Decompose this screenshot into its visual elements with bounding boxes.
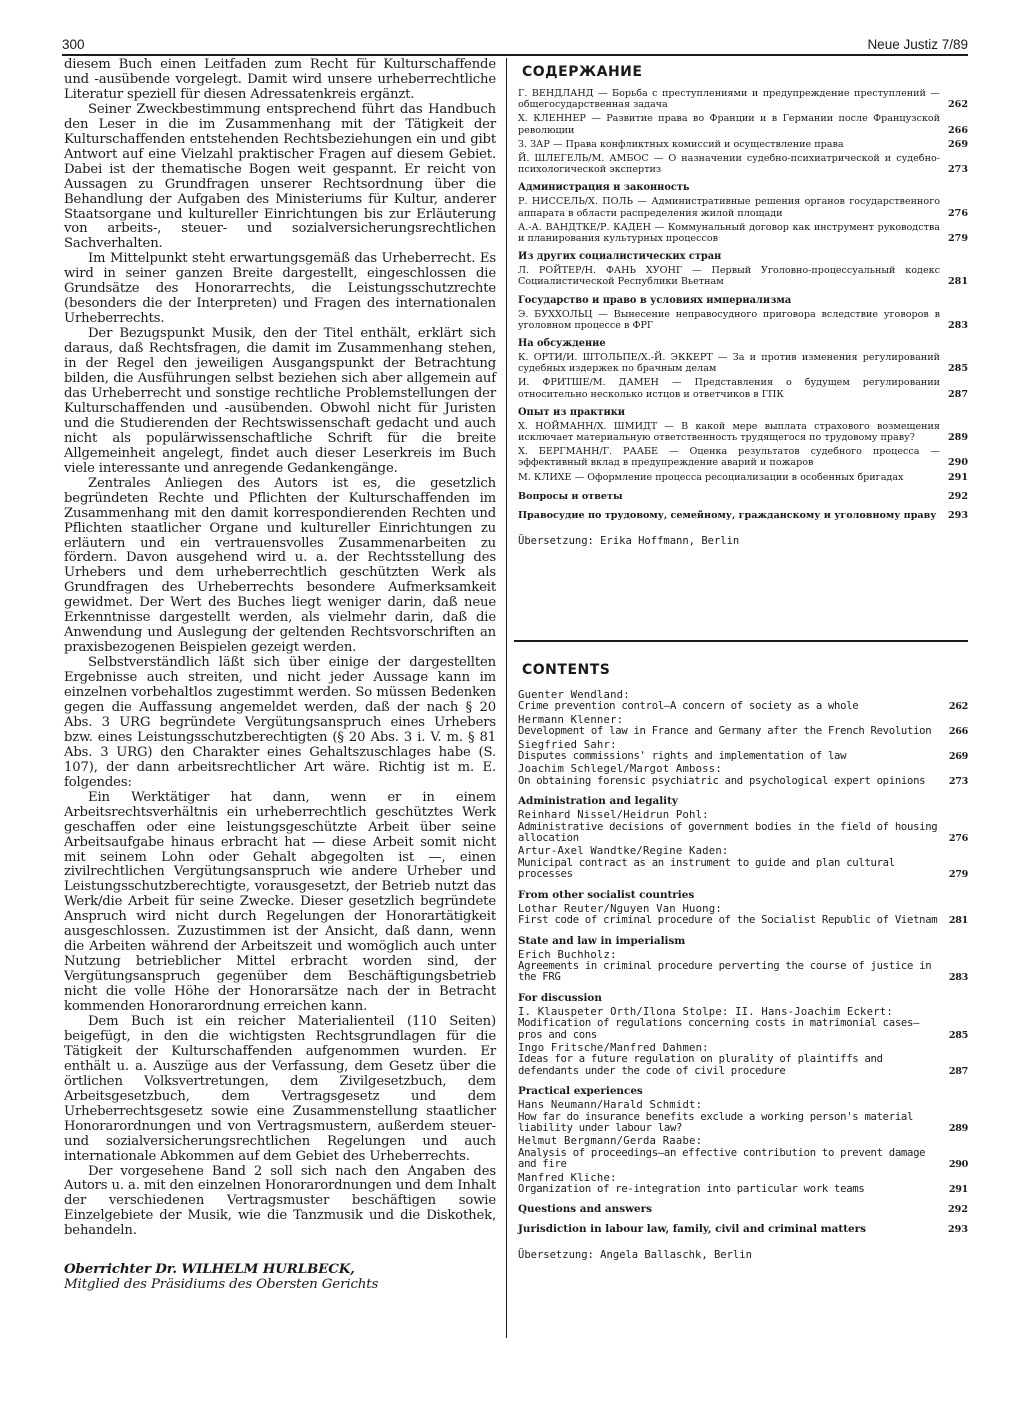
toc-entry: Manfred Kliche: Organization of re-integration into particular work teams 291 <box>518 1171 968 1195</box>
toc-entry: К. ОРТИ/И. ШТОЛЬПЕ/Х.-Й. ЭККЕРТ — За и против изменения регулирований судебных издержек по брачным делам 285 <box>518 352 969 375</box>
toc-section-heading: State and law in imperialism <box>518 934 686 947</box>
signature-name: Oberrichter Dr. WILHELM HURLBECK, <box>64 1261 355 1278</box>
toc-entry: М. КЛИХЕ — Оформление процесса ресоциализации в особенных бригадах 291 <box>518 471 969 483</box>
toc-section-heading: На обсуждение <box>518 338 606 350</box>
toc-entry: Lothar Reuter/Nguyen Van Huong: First code of criminal procedure of the Socialist Republic of Vietnam 281 <box>518 902 968 927</box>
paragraph: Im Mittelpunkt steht erwartungsgemäß das Urheberrecht. Es wird in seiner ganzen Breite dargestellt, eingeschlossen die Grundsätze des Honorarrechts, die Leistungsschutzrechte (besonders die der Interpreten) und Fragen des internationalen Urheberrechts. <box>64 251 496 327</box>
toc-entry: Reinhard Nissel/Heidrun Pohl: Administrative decisions of government bodies in the field of housing allocation 276 <box>518 809 968 845</box>
page-number: 300 <box>62 37 85 52</box>
page-header <box>62 34 968 52</box>
toc-section-heading: Государство и право в условиях империализма <box>518 294 792 306</box>
journal-title: Neue Justiz 7/89 <box>867 37 968 52</box>
paragraph: Selbstverständlich läßt sich über einige der dargestellten Ergebnisse auch streiten, und nicht jeder Aussage kann im einzelnen vorbehaltlos zugestimmt werden. So müssen Bedenken gegen die Auffassung angemeldet werden, daß der nach § 20 Abs. 3 URG begründete Vergütungsanspruch eines Urhebers bzw. eines Leistungsschutzberechtigten (§ 20 Abs. 3 i. V. m. § 81 Abs. 3 URG) den Charakter eines Gehaltszuschlages habe (S. 107), der dann arbeitsrechtlicher Art wäre. Richtig ist m. E. folgendes: <box>64 655 496 790</box>
toc-entry: Правосудие по трудовому, семейному, гражданскому и уголовному праву 293 <box>518 510 969 522</box>
signature <box>64 1261 496 1293</box>
column-divider <box>506 58 507 1338</box>
toc-entry: Artur-Axel Wandtke/Regine Kaden: Municipal contract as an instrument to guide and plan cultural processes 279 <box>518 845 968 881</box>
toc-entry: Erich Buchholz: Agreements in criminal procedure perverting the course of justice in the FRG 283 <box>518 948 968 984</box>
paragraph: diesem Buch einen Leitfaden zum Recht für Kulturschaffende und -ausübende vorgelegt. Damit wird unsere urheberrechtliche Literatur speziell für diesen Adressatenkreis ergänzt. <box>64 57 496 102</box>
english-toc <box>518 662 968 1261</box>
toc-title-ru: СОДЕРЖАНИЕ <box>522 64 643 80</box>
toc-entry: Hermann Klenner: Development of law in France and Germany after the French Revolution 266 <box>518 713 968 738</box>
toc-entry: З. ЗАР — Права конфликтных комиссий и осуществление права 269 <box>518 138 969 150</box>
toc-section-heading: Администрация и законность <box>518 182 690 194</box>
toc-entry: X. БЕРГМАНН/Г. РААБЕ — Оценка результатов судебного процесса — эффективный вклад в предупреждение аварий и пожаров 290 <box>518 446 969 469</box>
toc-entry: Siegfried Sahr: Disputes commissions' rights and implementation of law 269 <box>518 738 968 763</box>
toc-entry: Jurisdiction in labour law, family, civil and criminal matters 293 <box>518 1223 968 1236</box>
toc-entry: I. Klauspeter Orth/Ilona Stolpe: II. Hans-Joachim Eckert: Modification of regulations concerning costs in matrimonial cases—pros and cons 285 <box>518 1005 968 1041</box>
paragraph: Der Bezugspunkt Musik, den der Titel enthält, erklärt sich daraus, daß Rechtsfragen, die damit im Zusammenhang stehen, in der Regel den jeweiligen Ausgangspunkt der Betrachtung bilden, die Ausführungen selbst beziehen sich aber allgemein auf das Urheberrecht und sonstige rechtliche Problemstellungen der Kulturschaffenden und -ausübenden. Obwohl nicht für Juristen und die Studierenden der Rechtswissenschaft gedacht und auch nicht als populärwissenschaftliche Schrift für die breite Allgemeinheit angelegt, findet auch dieser Leserkreis im Buch viele interessante und anregende Gedankengänge. <box>64 326 496 476</box>
paragraph: Ein Werktätiger hat dann, wenn er in einem Arbeitsrechtsverhältnis ein urheberrechtlich geschütztes Werk geschaffen oder eine leistungsgeschützte Arbeit über seine Arbeitsaufgabe hinaus erbracht hat — diese Arbeit somit nicht mit seinem Lohn oder Gehalt abgegolten ist —, einen zivilrechtlichen Vergütungsanspruch wie andere Urheber und Leistungsschutzberechtigte, vorausgesetzt, der Betrieb nutzt das Werk/die Arbeit für seine Zwecke. Dieser gesetzlich begründete Anspruch wird nicht durch Regelungen der Honorartätigkeit ausgeschlossen. Zuzustimmen ist der Ansicht, daß dann, wenn die Arbeiten während der Arbeitszeit und womöglich auch unter Nutzung betrieblicher Mittel erbracht worden sind, der Vergütungsanspruch gegenüber dem Beschäftigungsbetrieb nicht die volle Höhe der Honorarsätze nach der in Betracht kommenden Honorarordnung erreichen kann. <box>64 789 496 1015</box>
paragraph: Seiner Zweckbestimmung entsprechend führt das Handbuch den Leser in die im Zusammenhang mit der Tätigkeit der Kulturschaffenden entstehenden Rechtsbeziehungen ein und gibt Antwort auf eine Vielzahl praktischer Fragen auf diesem Gebiet. Dabei ist der thematische Bogen weit gespannt. Er reicht von Aussagen zu Grundfragen unserer Rechtsordnung über die Behandlung der Aufgaben des Ministeriums für Kultur, anderer Staatsorgane und kultureller Einrichtungen bis zur Erläuterung von arbeits-, steuer- und sozialversicherungsrechtlichen Sachverhalten. <box>64 101 496 252</box>
toc-entry: Р. НИССЕЛЬ/Х. ПОЛЬ — Административные решения органов государственного аппарата в области распределения жилой площади 276 <box>518 196 969 219</box>
toc-title-en: CONTENTS <box>522 662 611 678</box>
header-rule <box>62 54 968 56</box>
toc-entry: Г. ВЕНДЛАНД — Борьба с преступлениями и предупреждение преступлений — общегосударственная задача 262 <box>518 88 969 111</box>
toc-section-heading: From other socialist countries <box>518 888 695 901</box>
toc-section-heading: Administration and legality <box>518 795 678 808</box>
toc-entry: Ingo Fritsche/Manfred Dahmen: Ideas for a future regulation on plurality of plaintiffs and defendants under the code of civil procedure 287 <box>518 1041 968 1077</box>
translator-credit-en: Übersetzung: Angela Ballaschk, Berlin <box>518 1249 752 1262</box>
toc-entry: Hans Neumann/Harald Schmidt: How far do insurance benefits exclude a working person's material liability under labour law? 289 <box>518 1099 968 1134</box>
toc-entry: Й. ШЛЕГЕЛЬ/М. АМБОС — О назначении судебно-психиатрической и судебно-психологической экспертиз 273 <box>518 153 969 176</box>
signature-affiliation: Mitglied des Präsidiums des Obersten Gerichts <box>64 1277 379 1293</box>
translator-credit-ru: Übersetzung: Erika Hoffmann, Berlin <box>518 535 740 548</box>
toc-entry: Э. БУХХОЛЬЦ — Вынесение неправосудного приговора вследствие уговоров в уголовном процессе в ФРГ 283 <box>518 308 969 331</box>
paragraph: Der vorgesehene Band 2 soll sich nach den Angaben des Autors u. a. mit den einzelnen Honorarordnungen und dem Inhalt der verschiedenen Vertragsmuster beschäftigen sowie Einzelgebiete der Musik, wie die Tanzmusik und die Diskothek, behandeln. <box>64 1163 496 1239</box>
paragraph: Zentrales Anliegen des Autors ist es, die gesetzlich begründeten Rechte und Pflichten der Kulturschaffenden im Zusammenhang mit den damit korrespondierenden Rechten und Pflichten staatlicher Organe und kultureller Einrichtungen zu erläutern und ein vertrauensvolles Zusammenarbeiten zu fördern. Davon ausgehend wird u. a. der Rechtsstellung des Urhebers und dem urheberrechtlich geschützten Werk als Grundfragen des Urheberrechts besondere Aufmerksamkeit gewidmet. Der Wert des Buches liegt weniger darin, daß neue Erkenntnisse dargestellt werden, als vielmehr darin, daß die Anwendung und Auslegung der geltenden Rechtsvorschriften an praxisbezogenen Beispielen gezeigt werden. <box>64 475 496 656</box>
toc-entry: Questions and answers 292 <box>518 1203 968 1216</box>
toc-section-heading: For discussion <box>518 991 602 1004</box>
toc-divider <box>514 640 968 642</box>
toc-section-heading: Опыт из практики <box>518 406 626 418</box>
toc-section-heading: Из других социалистических стран <box>518 251 722 263</box>
review-article <box>64 58 496 1293</box>
toc-entry: Вопросы и ответы 292 <box>518 490 969 502</box>
toc-section-heading: Practical experiences <box>518 1085 643 1098</box>
paragraph: Dem Buch ist ein reicher Materialienteil (110 Seiten) beigefügt, in den die wichtigsten Rechtsgrundlagen für die Tätigkeit der Kulturschaffenden aufgenommen wurden. Er enthält u. a. Auszüge aus der Verfassung, dem Gesetz über die örtlichen Volksvertretungen, dem Zivilgesetzbuch, dem Arbeitsgesetzbuch, dem Vertragsgesetz und dem Urheberrechtsgesetz sowie eine Zusammenstellung staatlicher Honorarordnungen und von Vertragsmustern, außerdem steuer- und sozialversicherungsrechtlichen Regelungen und auch internationale Abkommen auf dem Gebiet des Urheberrechts. <box>64 1014 496 1164</box>
toc-entry: X. КЛЕННЕР — Развитие права во Франции и в Германии после Французской революции 266 <box>518 113 969 136</box>
toc-entry: А.-А. ВАНДТКЕ/Р. КАДЕН — Коммунальный договор как инструмент руководства и планирования культурных процессов 279 <box>518 221 969 245</box>
toc-entry: И. ФРИТШЕ/М. ДАМЕН — Представления о будущем регулировании относительно несколько истцов и ответчиков в ГПК 287 <box>518 377 969 400</box>
toc-entry: X. НОЙМАНН/Х. ШМИДТ — В какой мере выплата страхового возмещения исключает материальную ответственность трудящегося по трудовому праву? 289 <box>518 420 969 444</box>
toc-entry: Guenter Wendland: Crime prevention control—A concern of society as a whole 262 <box>518 689 968 713</box>
toc-entry: Joachim Schlegel/Margot Amboss: On obtaining forensic psychiatric and psychological expert opinions 273 <box>518 763 968 787</box>
russian-toc <box>518 64 968 547</box>
toc-entry: Helmut Bergmann/Gerda Raabe: Analysis of proceedings—an effective contribution to prevent damage and fire 290 <box>518 1135 968 1171</box>
toc-entry: Л. РОЙТЕР/Н. ФАНЬ ХУОНГ — Первый Уголовно-процессуальный кодекс Социалистической Республики Вьетнам 281 <box>518 265 969 288</box>
